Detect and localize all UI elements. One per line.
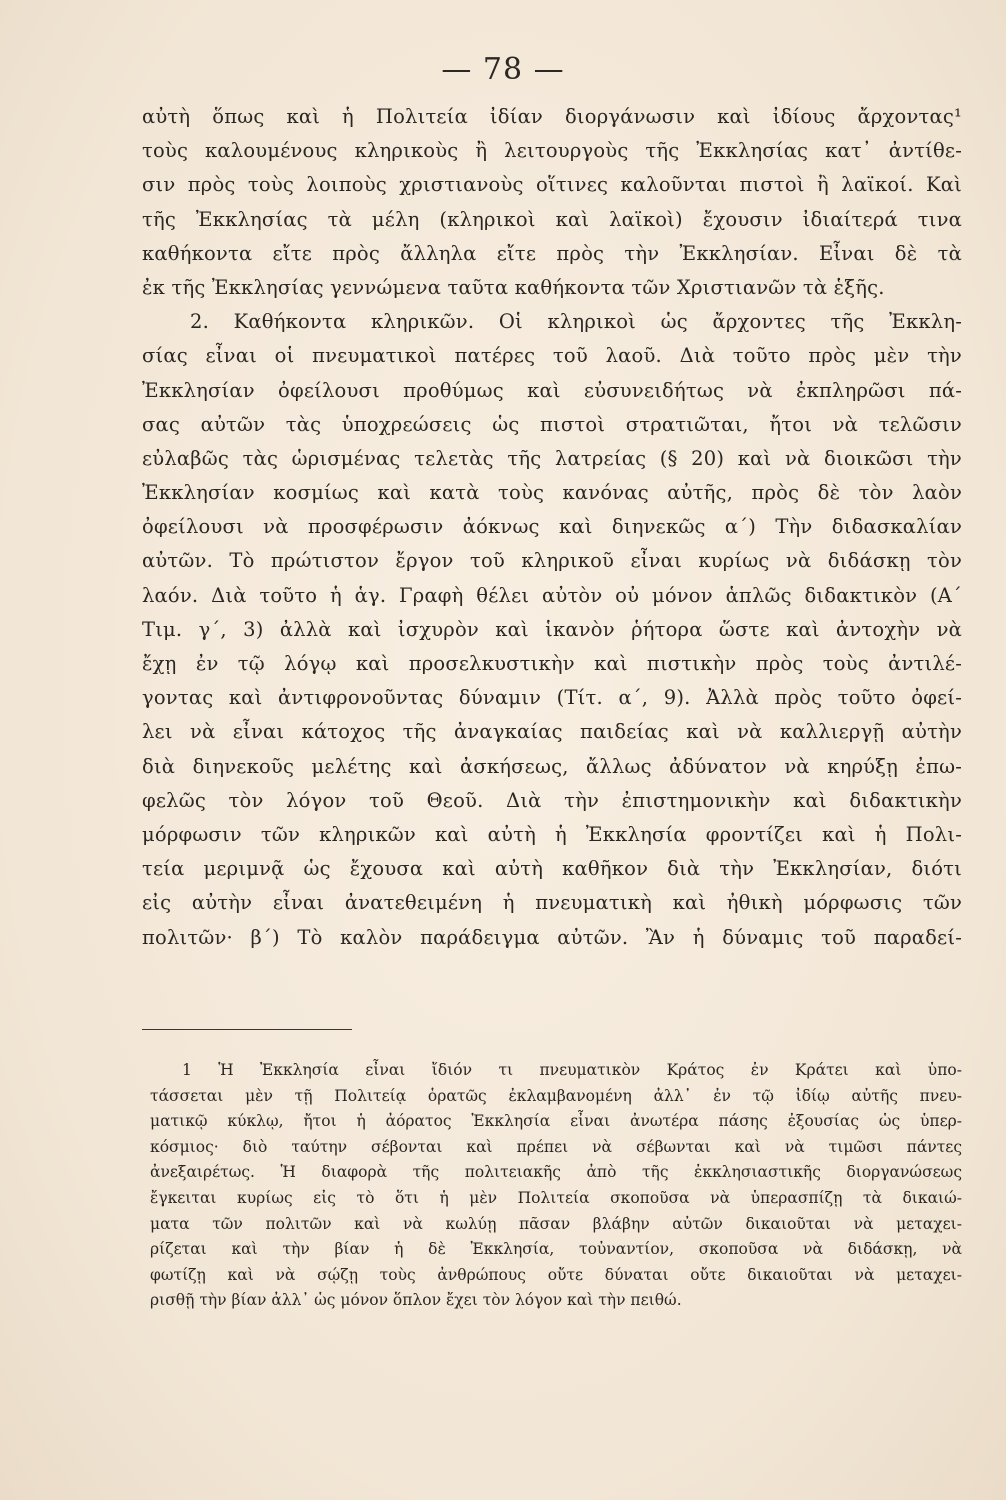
body-line: πολιτῶν· β΄) Τὸ καλὸν παράδειγμα αὐτῶν. Ἂν ἡ δύναμις τοῦ παραδεί- bbox=[142, 925, 962, 949]
body-line: σίας εἶναι οἱ πνευματικοὶ πατέρες τοῦ λαοῦ. Διὰ τοῦτο πρὸς μὲν τὴν bbox=[142, 344, 962, 368]
footnote-line: ματικῷ κύκλῳ, ἤτοι ἡ ἀόρατος Ἐκκλησία εἶναι ἀνωτέρα πάσης ἐξουσίας ὡς ὑπερ- bbox=[150, 1112, 962, 1131]
body-line: τοὺς καλουμένους κληρικοὺς ἢ λειτουργοὺς τῆς Ἐκκλησίας κατ᾽ ἀντίθε- bbox=[142, 139, 962, 163]
body-line: αὐτῶν. Τὸ πρώτιστον ἔργον τοῦ κληρικοῦ εἶναι κυρίως νὰ διδάσκῃ τὸν bbox=[142, 549, 962, 573]
body-line: Τιμ. γ΄, 3) ἀλλὰ καὶ ἰσχυρὸν καὶ ἱκανὸν ῥήτορα ὥστε καὶ ἀντοχὴν νὰ bbox=[142, 617, 962, 641]
body-line: τῆς Ἐκκλησίας τὰ μέλη (κληρικοὶ καὶ λαϊκοὶ) ἔχουσιν ἰδιαίτερά τινα bbox=[142, 207, 962, 231]
body-line: μόρφωσιν τῶν κληρικῶν καὶ αὐτὴ ἡ Ἐκκλησία φροντίζει καὶ ἡ Πολι- bbox=[142, 822, 962, 846]
body-line: Ἐκκλησίαν κοσμίως καὶ κατὰ τοὺς κανόνας αὐτῆς, πρὸς δὲ τὸν λαὸν bbox=[142, 481, 962, 505]
body-line: λει νὰ εἶναι κάτοχος τῆς ἀναγκαίας παιδείας καὶ νὰ καλλιεργῇ αὐτὴν bbox=[142, 720, 962, 744]
body-line: γοντας καὶ ἀντιφρονοῦντας δύναμιν (Τίτ. α΄, 9). Ἀλλὰ πρὸς τοῦτο ὀφεί- bbox=[142, 686, 962, 710]
section-heading-line: 2. Καθήκοντα κληρικῶν. Οἱ κληρικοὶ ὡς ἄρχοντες τῆς Ἐκκλη- bbox=[190, 310, 962, 334]
footnote-line: ρισθῇ τὴν βίαν ἀλλ᾽ ὡς μόνον ὅπλον ἔχει τὸν λόγον καὶ τὴν πειθώ. bbox=[150, 1291, 682, 1310]
body-text bbox=[142, 100, 962, 955]
body-line: τεία μεριμνᾷ ὡς ἔχουσα καὶ αὐτὴ καθῆκον διὰ τὴν Ἐκκλησίαν, διότι bbox=[142, 857, 962, 881]
footnote-line: ρίζεται καὶ τὴν βίαν ἡ δὲ Ἐκκλησία, τοὐναντίον, σκοποῦσα νὰ διδάσκῃ, νὰ bbox=[150, 1240, 962, 1259]
footnote-divider bbox=[142, 1029, 352, 1030]
body-line: ὀφείλουσι νὰ προσφέρωσιν ἀόκνως καὶ διηνεκῶς α΄) Τὴν διδασκαλίαν bbox=[142, 515, 962, 539]
footnote-line: ματα τῶν πολιτῶν καὶ νὰ κωλύῃ πᾶσαν βλάβην αὐτῶν δικαιοῦται νὰ μεταχει- bbox=[150, 1214, 962, 1233]
body-line: καθήκοντα εἴτε πρὸς ἄλληλα εἴτε πρὸς τὴν Ἐκκλησίαν. Εἶναι δὲ τὰ bbox=[142, 241, 962, 265]
body-line: σιν πρὸς τοὺς λοιποὺς χριστιανοὺς οἵτινες καλοῦνται πιστοὶ ἢ λαϊκοί. Καὶ bbox=[142, 173, 962, 197]
page-number: — 78 — bbox=[441, 52, 565, 87]
footnote-line: φωτίζῃ καὶ νὰ σῴζῃ τοὺς ἀνθρώπους οὔτε δύναται οὔτε δικαιοῦται νὰ μεταχει- bbox=[150, 1265, 962, 1284]
footnote-line: τάσσεται μὲν τῇ Πολιτείᾳ ὁρατῶς ἐκλαμβανομένη ἀλλ᾽ ἐν τῷ ἰδίῳ αὐτῆς πνευ- bbox=[150, 1086, 962, 1105]
footnote-line: ἀνεξαιρέτως. Ἡ διαφορὰ τῆς πολιτειακῆς ἀπὸ τῆς ἐκκλησιαστικῆς διοργανώσεως bbox=[150, 1163, 962, 1182]
body-line: ἔχῃ ἐν τῷ λόγῳ καὶ προσελκυστικὴν καὶ πιστικὴν πρὸς τοὺς ἀντιλέ- bbox=[142, 652, 962, 675]
body-line: αὐτὴ ὅπως καὶ ἡ Πολιτεία ἰδίαν διοργάνωσιν καὶ ἰδίους ἄρχοντας¹ bbox=[142, 105, 962, 128]
body-line: εὐλαβῶς τὰς ὡρισμένας τελετὰς τῆς λατρείας (§ 20) καὶ νὰ διοικῶσι τὴν bbox=[142, 446, 962, 470]
body-line: Ἐκκλησίαν ὀφείλουσι προθύμως καὶ εὐσυνειδήτως νὰ ἐκπληρῶσι πά- bbox=[142, 378, 962, 402]
footnote-line: ἔγκειται κυρίως εἰς τὸ ὅτι ἡ μὲν Πολιτεία σκοποῦσα νὰ ὑπερασπίζῃ τὰ δικαιώ- bbox=[150, 1188, 962, 1207]
body-line: διὰ διηνεκοῦς μελέτης καὶ ἀσκήσεως, ἄλλως ἀδύνατον νὰ κηρύξῃ ἐπω- bbox=[142, 754, 962, 778]
footnote-line: κόσμιος· διὸ ταύτην σέβονται καὶ πρέπει νὰ σέβωνται καὶ νὰ τιμῶσι πάντες bbox=[150, 1137, 962, 1156]
footnote-line: 1 Ἡ Ἐκκλησία εἶναι ἴδιόν τι πνευματικὸν Κράτος ἐν Κράτει καὶ ὑπο- bbox=[182, 1061, 962, 1079]
footnotes bbox=[150, 1058, 962, 1314]
body-line: ἐκ τῆς Ἐκκλησίας γεννώμενα ταῦτα καθήκοντα τῶν Χριστιανῶν τὰ ἑξῆς. bbox=[142, 275, 885, 299]
body-line: σας αὐτῶν τὰς ὑποχρεώσεις ὡς πιστοὶ στρατιῶται, ἤτοι νὰ τελῶσιν bbox=[142, 412, 962, 436]
body-line: εἰς αὐτὴν εἶναι ἀνατεθειμένη ἡ πνευματικὴ καὶ ἠθικὴ μόρφωσις τῶν bbox=[142, 891, 962, 915]
body-line: λαόν. Διὰ τοῦτο ἡ ἁγ. Γραφὴ θέλει αὐτὸν οὐ μόνον ἁπλῶς διδακτικὸν (Α΄ bbox=[142, 583, 962, 607]
body-line: φελῶς τὸν λόγον τοῦ Θεοῦ. Διὰ τὴν ἐπιστημονικὴν καὶ διδακτικὴν bbox=[142, 788, 962, 812]
